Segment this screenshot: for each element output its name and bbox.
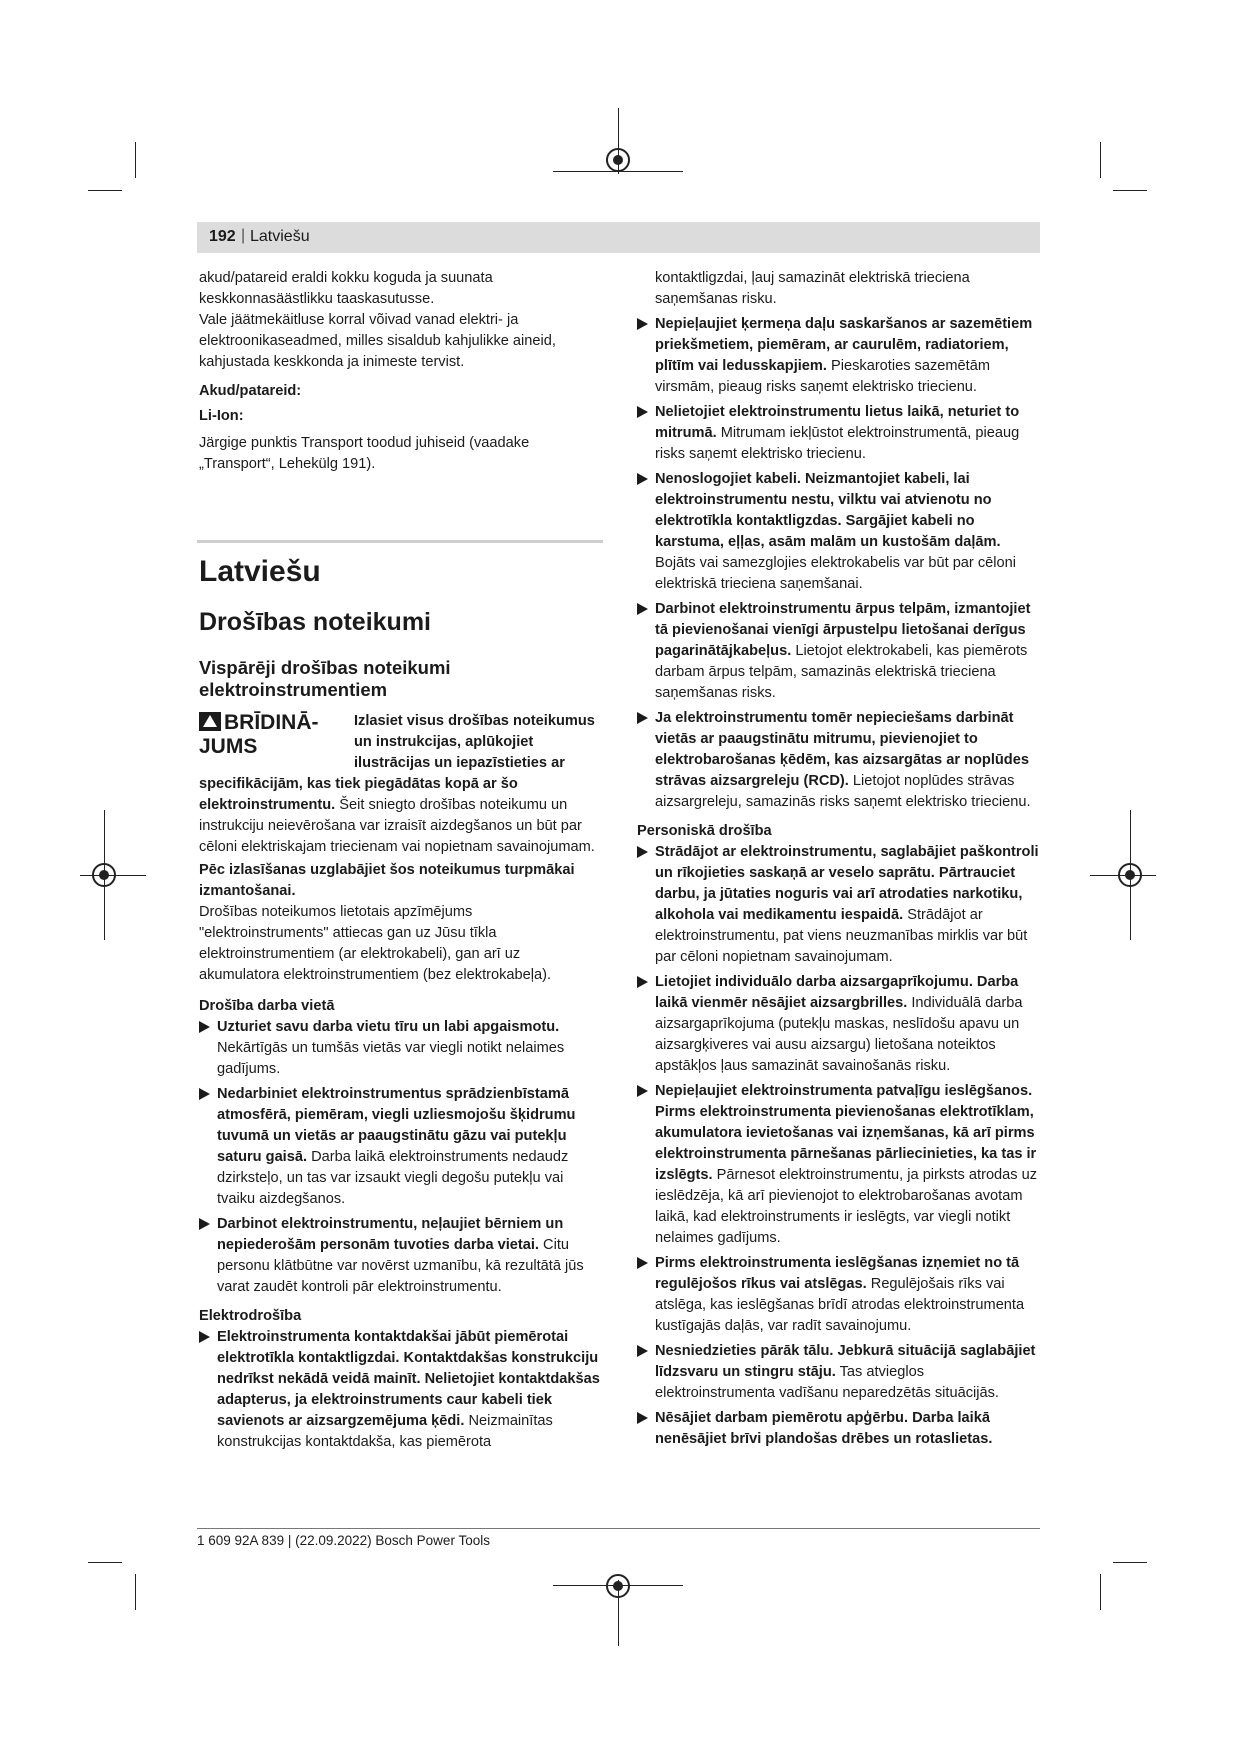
crop-mark (1113, 1562, 1147, 1563)
bullet-arrow-icon (199, 1331, 210, 1343)
warning-block (199, 711, 604, 777)
registration-mark-icon (606, 1574, 630, 1598)
estonian-paragraph: Vale jäätmekäitluse korral võivad vanad elektri- ja elektroonikaseadmed, milles sisaldub kahjulikke aineid, kahjustada keskkonda ja inimeste tervist. (199, 312, 556, 370)
page-header (197, 222, 1040, 253)
bullet-item: Nepieļaujiet ķermeņa daļu saskaršanos ar sazemētiem priekšmetiem, piemēram, ar caurulēm, radiatoriem, plītīm vai ledusskapjiem. Pieskaroties sazemētām virsmām, pieaug risks saņemt elektrisko triecienu. (637, 314, 1042, 398)
crop-mark (1100, 142, 1101, 178)
header-separator: | (241, 227, 246, 244)
bullet-arrow-icon (637, 1085, 648, 1097)
header-language: Latviešu (250, 228, 310, 245)
section-divider (197, 540, 603, 543)
bullet-arrow-icon (637, 406, 648, 418)
crop-mark (88, 1562, 122, 1563)
left-column-main (199, 555, 604, 1457)
page-footer: 1 609 92A 839 | (22.09.2022) Bosch Power Tools (197, 1533, 490, 1548)
bullet-arrow-icon (637, 473, 648, 485)
bullet-item: Ja elektroinstrumentu tomēr nepieciešams darbināt vietās ar paaugstinātu mitrumu, pievienojiet to elektrobarošanas ķēdēm, kas aizsargātas ar noplūdes strāvas aizsargreleju (RCD). Lietojot noplūdes strāvas aizsargreleju, samazinās risks saņemt elektrisko triecienu. (637, 708, 1042, 813)
right-column (637, 268, 1042, 1454)
bullet-item: Nēsājiet darbam piemērotu apģērbu. Darba laikā nenēsājiet brīvi plandošas drēbes un rotaslietas. (637, 1408, 1042, 1450)
bullet-arrow-icon (637, 1257, 648, 1269)
registration-mark-icon (92, 863, 116, 887)
bullet-arrow-icon (637, 1345, 648, 1357)
keep-notice: Pēc izlasīšanas uzglabājiet šos noteikumus turpmākai izmantošanai. (199, 862, 575, 899)
bullet-item: Uzturiet savu darba vietu tīru un labi apgaismotu. Nekārtīgās un tumšās vietās var viegli notikt nelaimes gadījums. (199, 1017, 604, 1080)
personal-heading: Personiskā drošība (637, 823, 772, 839)
workplace-heading: Drošība darba vietā (199, 998, 335, 1014)
bullet-item: Nesniedzieties pārāk tālu. Jebkurā situācijā saglabājiet līdzsvaru un stingru stāju. Tas atvieglos elektroinstrumenta vadīšanu neparedzētās situācijās. (637, 1341, 1042, 1404)
crop-mark (135, 142, 136, 178)
bullet-arrow-icon (199, 1218, 210, 1230)
estonian-paragraph: akud/patareid eraldi kokku koguda ja suunata keskkonnasäästlikku taaskasutusse. (199, 270, 493, 307)
section-title: Latviešu (199, 555, 321, 588)
bullet-arrow-icon (199, 1088, 210, 1100)
bullet-item: Nedarbiniet elektroinstrumentus sprādzienbīstamā atmosfērā, piemēram, viegli uzliesmojošu šķidrumu tuvumā un vietās ar paaugstinātu gāzu vai putekļu saturu gaisā. Darba laikā elektroinstruments nedaudz dzirksteļo, un tas var izsaukt viegli degošu putekļu vai tvaiku aizdegšanos. (199, 1084, 604, 1210)
bullet-arrow-icon (637, 846, 648, 858)
transport-reference: Järgige punktis Transport toodud juhiseid (vaadake „Transport“, Lehekülg 191). (199, 435, 530, 472)
bullet-item: Nenoslogojiet kabeli. Neizmantojiet kabeli, lai elektroinstrumentu nestu, vilktu vai atvienotu no elektrotīkla kontaktligzdas. Sargājiet kabeli no karstuma, eļļas, asām malām un kustošām daļām. Bojāts vai samezglojies elektrokabelis var būt par cēloni elektriskā trieciena saņemšanai. (637, 469, 1042, 595)
warning-text: Izlasiet visus drošības noteikumus un instrukcijas, aplūkojiet ilustrācijas un iepazīstieties ar specifikācijām, kas tiek piegādātas kopā ar šo elektroinstrumentu. Šeit sniegto drošības noteikumu un instrukciju neievērošana var izraisīt aizdegšanos un būt par cēloni elektriskajam triecienam vai nopietnam savainojumam. (199, 713, 595, 855)
bullet-item: Nepieļaujiet elektroinstrumenta patvaļīgu ieslēgšanos. Pirms elektroinstrumenta pievienošanas elektrotīklam, akumulatora ievietošanas vai izņemšanas, kā arī pirms elektroinstrumenta pārnešanas pārliecinieties, ka tas ir izslēgts. Pārnesot elektroinstrumentu, ja pirksts atrodas uz ieslēdzēja, kā arī pievienojot to elektrobarošanas avotam laikā, kad elektroinstruments ir ieslēgts, var viegli notikt nelaimes gadījums. (637, 1081, 1042, 1249)
registration-mark-icon (1118, 863, 1142, 887)
bullet-arrow-icon (637, 976, 648, 988)
crop-mark (88, 190, 122, 191)
bullet-item: Darbinot elektroinstrumentu, neļaujiet bērniem un nepiederošām personām tuvoties darba vietai. Citu personu klātbūtne var novērst uzmanību, kā rezultātā jūs varat zaudēt kontroli pār elektroinstrumentu. (199, 1214, 604, 1298)
safety-title: Drošības noteikumi (199, 608, 431, 636)
registration-mark-icon (606, 148, 630, 172)
warning-triangle-icon (199, 712, 221, 731)
bullet-item: Lietojiet individuālo darba aizsargaprīkojumu. Darba laikā vienmēr nēsājiet aizsargbrilles. Individuālā darba aizsargaprīkojuma (putekļu maskas, neslīdošu apavu un aizsargķiveres vai ausu aizsargu) lietošana noteiktos apstākļos ļaus samazināt savainošanās risku. (637, 972, 1042, 1077)
bullet-arrow-icon (199, 1021, 210, 1033)
bullet-item: Pirms elektroinstrumenta ieslēgšanas izņemiet no tā regulējošos rīkus vai atslēgas. Regulējošais rīks vai atslēga, kas ieslēgšanas brīdī atrodas elektroinstrumenta kustīgajās daļās, var radīt savainojumu. (637, 1253, 1042, 1337)
bullet-arrow-icon (637, 712, 648, 724)
bullet-arrow-icon (637, 318, 648, 330)
general-safety-heading: Vispārēji drošības noteikumi elektroinstrumentiem (199, 657, 451, 700)
left-column (199, 268, 604, 475)
bullet-item: Darbinot elektroinstrumentu ārpus telpām, izmantojiet tā pievienošanai vienīgi ārpustelpu lietošanai derīgus pagarinātājkabeļus. Lietojot elektrokabeli, kas piemērots darbam ārpus telpām, samazinās elektriskā trieciena saņemšanas risks. (637, 599, 1042, 704)
crop-mark (1100, 1574, 1101, 1610)
page-number: 192 (209, 228, 236, 245)
electrical-heading: Elektrodrošība (199, 1308, 302, 1324)
definition-text: Drošības noteikumos lietotais apzīmējums "elektroinstruments" attiecas gan uz Jūsu tīkla elektroinstrumentiem (ar elektrokabeli), gan arī uz akumulatora elektroinstrumentiem (bez elektrokabeļa). (199, 904, 552, 983)
footer-rule (197, 1528, 1040, 1529)
bullet-arrow-icon (637, 603, 648, 615)
crop-mark (135, 1574, 136, 1610)
bullet-item: Nelietojiet elektroinstrumentu lietus laikā, neturiet to mitrumā. Mitrumam iekļūstot elektroinstrumentā, pieaug risks saņemt elektrisko triecienu. (637, 402, 1042, 465)
bullet-item: Elektroinstrumenta kontaktdakšai jābūt piemērotai elektrotīkla kontaktligzdai. Kontaktdakšas konstrukciju nedrīkst nekādā veidā mainīt. Nelietojiet kontaktdakšas adapterus, ja elektroinstruments caur kabeli tiek savienots ar aizsargzemējuma ķēdi. Neizmainītas konstrukcijas kontaktdakša, kas piemērota (199, 1327, 604, 1453)
bullet-item: Strādājot ar elektroinstrumentu, saglabājiet paškontroli un rīkojieties saskaņā ar veselo saprātu. Pārtrauciet darbu, ja jūtaties noguris vai arī atrodaties narkotiku, alkohola vai medikamentu iespaidā. Strādājot ar elektroinstrumentu, pat viens neuzmanības mirklis var būt par cēloni nopietnam savainojumam. (637, 842, 1042, 968)
akud-heading: Akud/patareid: (199, 383, 302, 399)
crop-mark (1113, 190, 1147, 191)
liion-heading: Li-Ion: (199, 408, 244, 424)
continued-text: kontaktligzdai, ļauj samazināt elektriskā trieciena saņemšanas risku. (655, 270, 970, 307)
warning-label: BRĪDINĀ- JUMS (199, 711, 319, 758)
bullet-arrow-icon (637, 1412, 648, 1424)
